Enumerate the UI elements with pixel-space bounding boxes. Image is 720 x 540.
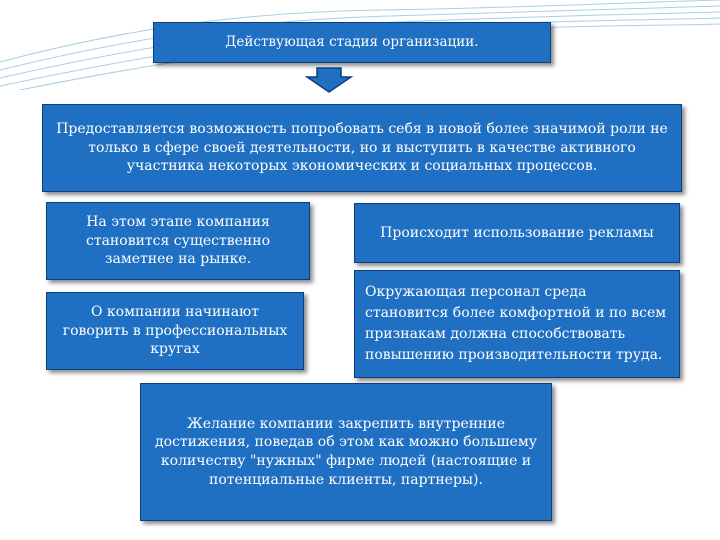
environment-text: Окружающая персонал среда становится более комфортной и по всем признакам должна способствовать повышению производительности труда. bbox=[365, 284, 667, 363]
advertising-box bbox=[354, 203, 680, 263]
consolidation-box bbox=[140, 383, 552, 521]
professional-circles-text: О компании начинают говорить в профессиональных кругах bbox=[62, 304, 288, 358]
professional-circles-box bbox=[46, 292, 304, 370]
advertising-text: Происходит использование рекламы bbox=[380, 224, 654, 241]
main-description-box bbox=[42, 104, 682, 192]
market-visibility-box bbox=[46, 202, 310, 280]
stage-title-box bbox=[153, 22, 551, 63]
stage-title-text: Действующая стадия организации. bbox=[225, 33, 479, 50]
main-description-text: Предоставляется возможность попробовать себя в новой более значимой роли не только в сфере своей деятельности, но и выступить в качестве активного участника некоторых экономических и социальных процессов. bbox=[56, 121, 668, 175]
environment-box bbox=[354, 270, 680, 378]
consolidation-text: Желание компании закрепить внутренние достижения, поведав об этом как можно большему количеству "нужных" фирме людей (настоящие и потенциальные клиенты, партнеры). bbox=[155, 415, 537, 488]
down-arrow-icon bbox=[304, 66, 354, 94]
market-visibility-text: На этом этапе компания становится существенно заметнее на рынке. bbox=[86, 214, 270, 268]
